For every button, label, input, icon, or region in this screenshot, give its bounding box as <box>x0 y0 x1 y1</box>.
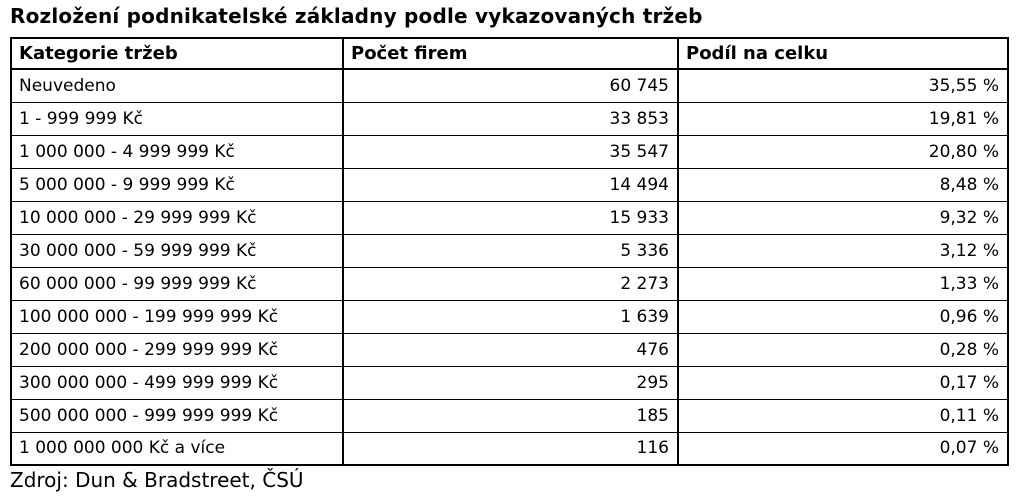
cell-revenue-category: 5 000 000 - 9 999 999 Kč <box>11 168 343 201</box>
column-header-firm-count: Počet firem <box>343 38 678 69</box>
cell-share-of-total: 20,80 % <box>678 135 1008 168</box>
table-row <box>11 234 1008 267</box>
cell-share-of-total: 0,17 % <box>678 366 1008 399</box>
column-header-category: Kategorie tržeb <box>11 38 343 69</box>
cell-firm-count: 295 <box>343 366 678 399</box>
cell-share-of-total: 8,48 % <box>678 168 1008 201</box>
cell-revenue-category: 30 000 000 - 59 999 999 Kč <box>11 234 343 267</box>
cell-revenue-category: 200 000 000 - 299 999 999 Kč <box>11 333 343 366</box>
cell-share-of-total: 19,81 % <box>678 102 1008 135</box>
cell-revenue-category: 10 000 000 - 29 999 999 Kč <box>11 201 343 234</box>
cell-firm-count: 1 639 <box>343 300 678 333</box>
cell-share-of-total: 0,11 % <box>678 399 1008 432</box>
cell-firm-count: 60 745 <box>343 69 678 102</box>
cell-share-of-total: 9,32 % <box>678 201 1008 234</box>
table-header <box>11 38 1008 69</box>
cell-revenue-category: 1 - 999 999 Kč <box>11 102 343 135</box>
cell-firm-count: 116 <box>343 432 678 465</box>
table-row <box>11 69 1008 102</box>
source-note: Zdroj: Dun & Bradstreet, ČSÚ <box>10 468 304 492</box>
revenue-distribution-table <box>10 37 1009 466</box>
cell-revenue-category: 100 000 000 - 199 999 999 Kč <box>11 300 343 333</box>
cell-share-of-total: 1,33 % <box>678 267 1008 300</box>
table-body <box>11 69 1008 465</box>
page-title: Rozložení podnikatelské základny podle vykazovaných tržeb <box>10 4 703 28</box>
cell-share-of-total: 3,12 % <box>678 234 1008 267</box>
table-row <box>11 267 1008 300</box>
table-row <box>11 366 1008 399</box>
table-row <box>11 333 1008 366</box>
cell-firm-count: 5 336 <box>343 234 678 267</box>
table-row <box>11 432 1008 465</box>
cell-share-of-total: 0,96 % <box>678 300 1008 333</box>
column-header-share: Podíl na celku <box>678 38 1008 69</box>
cell-firm-count: 14 494 <box>343 168 678 201</box>
table-row <box>11 168 1008 201</box>
cell-revenue-category: 1 000 000 - 4 999 999 Kč <box>11 135 343 168</box>
cell-firm-count: 35 547 <box>343 135 678 168</box>
table-row <box>11 201 1008 234</box>
cell-revenue-category: 60 000 000 - 99 999 999 Kč <box>11 267 343 300</box>
cell-firm-count: 185 <box>343 399 678 432</box>
cell-revenue-category: 500 000 000 - 999 999 999 Kč <box>11 399 343 432</box>
cell-share-of-total: 0,28 % <box>678 333 1008 366</box>
table-row <box>11 300 1008 333</box>
cell-firm-count: 15 933 <box>343 201 678 234</box>
table-row <box>11 399 1008 432</box>
cell-firm-count: 476 <box>343 333 678 366</box>
cell-share-of-total: 35,55 % <box>678 69 1008 102</box>
cell-firm-count: 2 273 <box>343 267 678 300</box>
table-row <box>11 102 1008 135</box>
table-row <box>11 135 1008 168</box>
cell-share-of-total: 0,07 % <box>678 432 1008 465</box>
cell-revenue-category: 300 000 000 - 499 999 999 Kč <box>11 366 343 399</box>
cell-revenue-category: Neuvedeno <box>11 69 343 102</box>
cell-revenue-category: 1 000 000 000 Kč a více <box>11 432 343 465</box>
table-header-row <box>11 38 1008 69</box>
cell-firm-count: 33 853 <box>343 102 678 135</box>
